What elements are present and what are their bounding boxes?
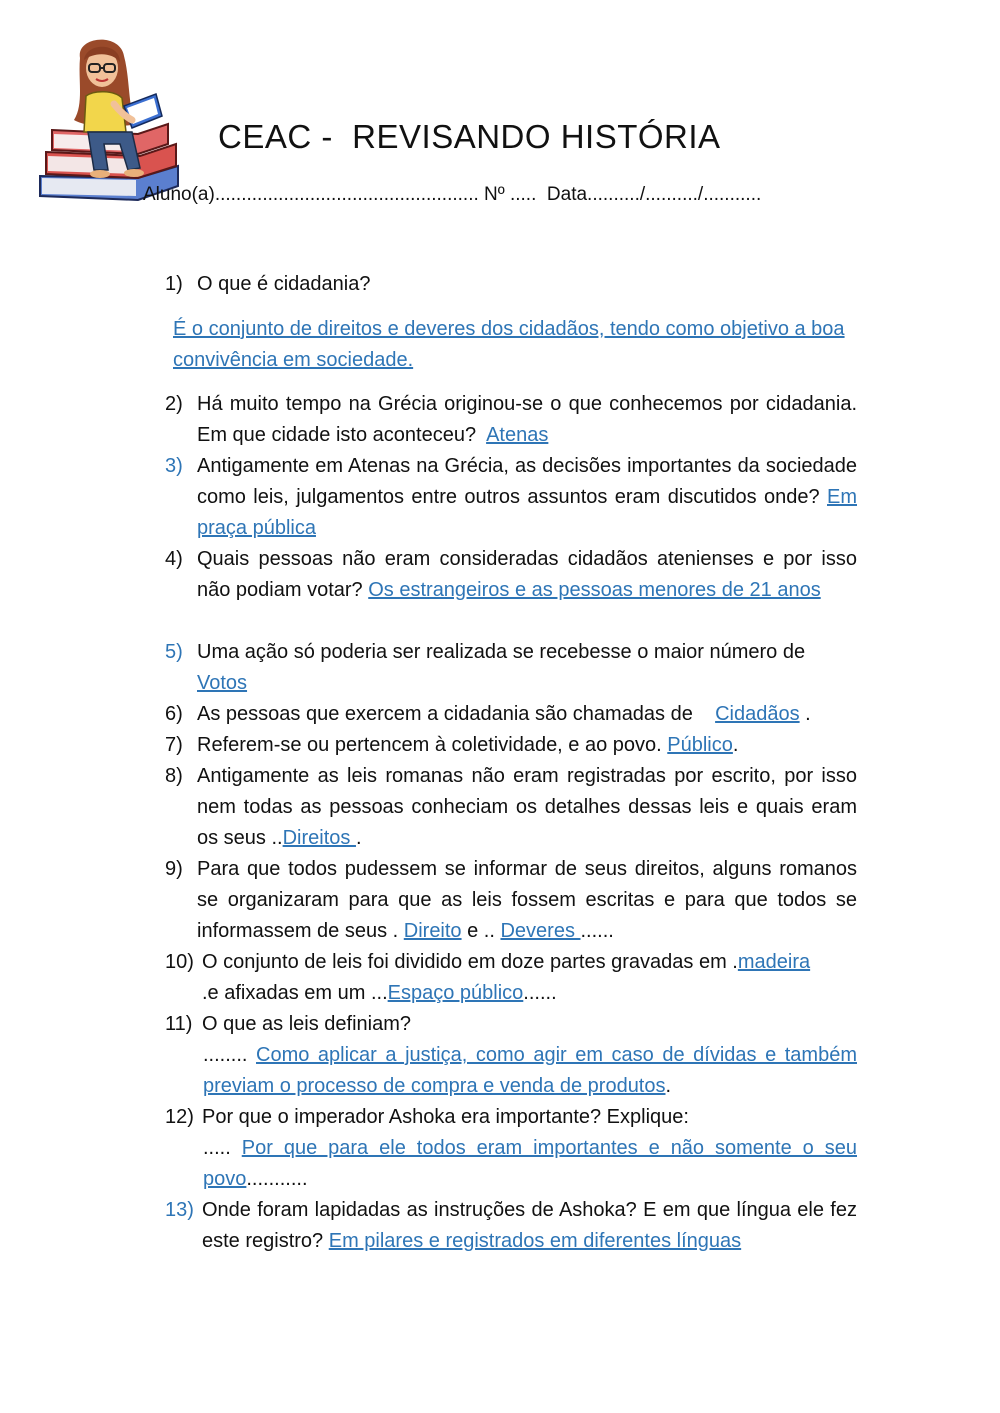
question-6 xyxy=(165,699,857,730)
answer-suffix: . xyxy=(355,827,362,849)
question-number: 1) xyxy=(165,273,183,295)
question-number: 10) xyxy=(165,951,194,973)
question-text: O que as leis definiam? xyxy=(202,1013,412,1035)
question-number: 11) xyxy=(165,1013,193,1035)
question-10 xyxy=(165,947,857,1009)
question-12 xyxy=(165,1102,857,1195)
question-8 xyxy=(165,761,857,854)
question-text: Antigamente em Atenas na Grécia, as decisões importantes da sociedade como leis, julgamentos entre outros assuntos eram discutidos onde? xyxy=(197,455,857,508)
answer-lead: ........ xyxy=(203,1044,248,1066)
teacher-reading-on-books-illustration xyxy=(28,28,193,208)
answer-1: É o conjunto de direitos e deveres dos cidadãos, tendo como objetivo a boa convivência em sociedade. xyxy=(173,318,845,371)
question-number: 3) xyxy=(165,455,183,477)
answer-text-2: Espaço público xyxy=(387,982,524,1004)
question-11 xyxy=(165,1009,857,1102)
answer-text: madeira xyxy=(737,951,811,973)
question-text: Quais pessoas não eram consideradas cidadãos atenienses e por isso não podiam votar? xyxy=(197,548,857,601)
question-number: 8) xyxy=(165,765,183,787)
answer-text: Os estrangeiros e as pessoas menores de 21 anos xyxy=(368,579,821,601)
question-number: 7) xyxy=(165,734,183,756)
answer-text-2: Deveres xyxy=(500,920,581,942)
question-number: 13) xyxy=(165,1199,194,1221)
answer-suffix: ...... xyxy=(580,920,614,942)
question-3 xyxy=(165,451,857,544)
answer-text: Em praça pública xyxy=(197,486,857,539)
answer-text: Cidadãos xyxy=(715,703,800,725)
question-7 xyxy=(165,730,857,761)
question-4 xyxy=(165,544,857,606)
question-text: Por que o imperador Ashoka era importante? Explique: xyxy=(202,1106,689,1128)
question-number: 9) xyxy=(165,858,183,880)
answer-suffix: . xyxy=(805,703,811,725)
answer-lead: ..... xyxy=(203,1137,231,1159)
question-text: As pessoas que exercem a cidadania são chamadas de xyxy=(197,703,693,725)
question-2 xyxy=(165,389,857,451)
question-13 xyxy=(165,1195,857,1257)
student-info-line: Aluno(a).................................................. Nº ..... Data........../........../........... xyxy=(143,184,762,205)
question-9 xyxy=(165,854,857,947)
question-number: 12) xyxy=(165,1106,194,1128)
answer-connector: .e afixadas em um ... xyxy=(202,982,388,1004)
question-text: Onde foram lapidadas as instruções de Ashoka? E em que língua ele fez este registro? xyxy=(202,1199,857,1252)
question-text: Há muito tempo na Grécia originou-se o que conhecemos por cidadania. Em que cidade isto aconteceu? xyxy=(197,393,857,446)
answer-suffix: . xyxy=(665,1075,672,1097)
answer-suffix: ........... xyxy=(246,1168,308,1190)
question-text: Antigamente as leis romanas não eram registradas por escrito, por isso nem todas as pessoas conheciam os detalhes dessas leis e quais eram os seus .. xyxy=(197,765,857,849)
answer-text: Direito xyxy=(403,920,462,942)
answer-text: Votos xyxy=(197,672,248,694)
question-number: 5) xyxy=(165,641,183,663)
question-text: O que é cidadania? xyxy=(197,273,371,295)
question-text: Referem-se ou pertencem à coletividade, e ao povo. xyxy=(197,734,662,756)
question-number: 6) xyxy=(165,703,183,725)
question-text: Uma ação só poderia ser realizada se recebesse o maior número de xyxy=(197,641,806,663)
answer-text: Atenas xyxy=(486,424,549,446)
question-1 xyxy=(165,269,857,300)
worksheet-title: CEAC - REVISANDO HISTÓRIA xyxy=(218,118,721,155)
question-text: O conjunto de leis foi dividido em doze partes gravadas em . xyxy=(202,951,738,973)
answer-text: Como aplicar a justiça, como agir em caso de dívidas e também previam o processo de compra e venda de produtos xyxy=(203,1044,857,1097)
answer-suffix: ...... xyxy=(523,982,557,1004)
answer-text: Por que para ele todos eram importantes e não somente o seu povo xyxy=(203,1137,857,1190)
answer-text: Em pilares e registrados em diferentes línguas xyxy=(328,1230,742,1252)
answer-text: Direitos xyxy=(282,827,356,849)
question-5 xyxy=(165,637,857,699)
answer-suffix: . xyxy=(732,734,739,756)
answer-connector: e .. xyxy=(461,920,501,942)
question-number: 2) xyxy=(165,393,183,415)
question-text: Para que todos pudessem se informar de seus direitos, alguns romanos se organizaram para que as leis fossem escritas e para que todos se informassem de seus . xyxy=(197,858,857,942)
answer-text: Público xyxy=(667,734,733,756)
question-number: 4) xyxy=(165,548,183,570)
